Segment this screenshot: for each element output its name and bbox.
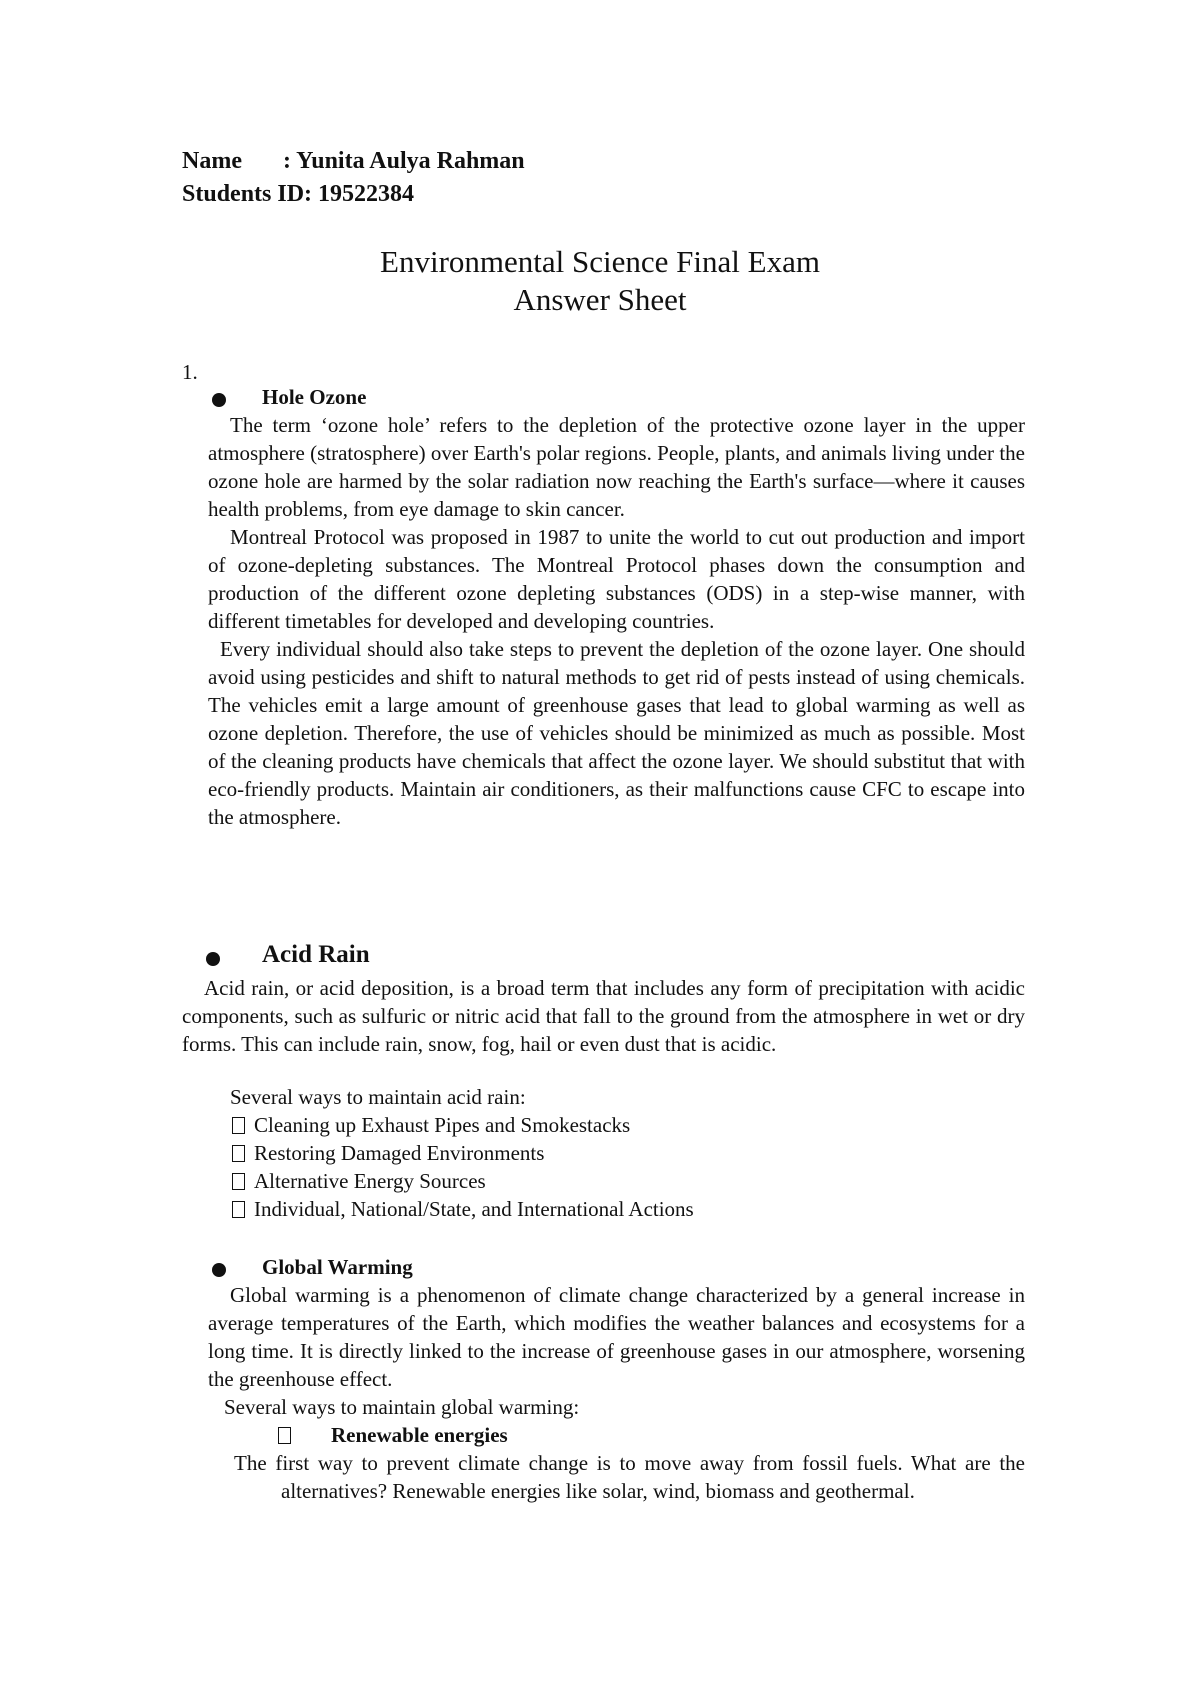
checkbox-glyph-icon (232, 1145, 245, 1162)
list-item (232, 1167, 486, 1195)
sub-item (278, 1421, 508, 1449)
list-item (232, 1139, 544, 1167)
ozone-paragraph-3: Every individual should also take steps to prevent the depletion of the ozone layer. One should avoid using pesticides and shift to natural methods to get rid of pests instead of using chemicals. The vehicles emit a large amount of greenhouse gases that lead to global warming as well as ozone depletion. Therefore, the use of vehicles should be minimized as much as possible. Most of the cleaning products have chemicals that affect the ozone layer. We should substitut that with eco-friendly products. Maintain air conditioners, as their malfunctions cause CFC to escape into the atmosphere. (208, 637, 1025, 829)
list-item-text: Cleaning up Exhaust Pipes and Smokestacks (254, 1113, 631, 1137)
section-heading-global-warming: Global Warming (262, 1255, 413, 1279)
list-item (232, 1111, 630, 1139)
global-warming-ways-intro: Several ways to maintain global warming: (224, 1395, 580, 1419)
checkbox-glyph-icon (232, 1117, 245, 1134)
bullet-icon (212, 393, 226, 407)
ozone-body (208, 411, 1025, 831)
global-warming-body (208, 1281, 1025, 1393)
acid-rain-body (182, 974, 1025, 1058)
sub-heading-renewable: Renewable energies (331, 1423, 508, 1447)
name-label: Name (182, 148, 242, 174)
renewable-body (234, 1449, 1025, 1505)
name-value: : Yunita Aulya Rahman (283, 148, 525, 174)
list-item-text: Alternative Energy Sources (254, 1169, 486, 1193)
acid-rain-paragraph-1: Acid rain, or acid deposition, is a broad term that includes any form of precipitation with acidic components, such as sulfuric or nitric acid that fall to the ground from the atmosphere in wet or dry forms. This can include rain, snow, fog, hail or even dust that is acidic. (182, 976, 1025, 1056)
bullet-icon (206, 952, 220, 966)
acid-rain-ways-intro: Several ways to maintain acid rain: (230, 1085, 526, 1109)
student-id: Students ID: 19522384 (182, 181, 415, 207)
section-heading-acid-rain: Acid Rain (262, 941, 370, 968)
checkbox-glyph-icon (278, 1427, 291, 1444)
checkbox-glyph-icon (232, 1201, 245, 1218)
bullet-icon (212, 1263, 226, 1277)
global-warming-paragraph-1: Global warming is a phenomenon of climate change characterized by a general increase in average temperatures of the Earth, which modifies the weather balances and ecosystems for a long time. It is directly linked to the increase of greenhouse gases in our atmosphere, worsening the greenhouse effect. (208, 1283, 1025, 1391)
question-number: 1. (182, 360, 198, 384)
list-item (232, 1195, 694, 1223)
list-item-text: Individual, National/State, and International Actions (254, 1197, 694, 1221)
section-heading-ozone: Hole Ozone (262, 385, 367, 409)
checkbox-glyph-icon (232, 1173, 245, 1190)
doc-subtitle: Answer Sheet (513, 282, 687, 317)
renewable-paragraph: The first way to prevent climate change is to move away from fossil fuels. What are the alternatives? Renewable energies like solar, wind, biomass and geothermal. (234, 1451, 1025, 1503)
doc-title: Environmental Science Final Exam (380, 244, 820, 279)
ozone-paragraph-1: The term ‘ozone hole’ refers to the depletion of the protective ozone layer in the upper atmosphere (stratosphere) over Earth's polar regions. People, plants, and animals living under the ozone hole are harmed by the solar radiation now reaching the Earth's surface—where it causes health problems, from eye damage to skin cancer. (208, 413, 1025, 521)
list-item-text: Restoring Damaged Environments (254, 1141, 545, 1165)
ozone-paragraph-2: Montreal Protocol was proposed in 1987 to unite the world to cut out production and import of ozone-depleting substances. The Montreal Protocol phases down the consumption and production of the different ozone depleting substances (ODS) in a step-wise manner, with different timetables for developed and developing countries. (208, 525, 1025, 633)
